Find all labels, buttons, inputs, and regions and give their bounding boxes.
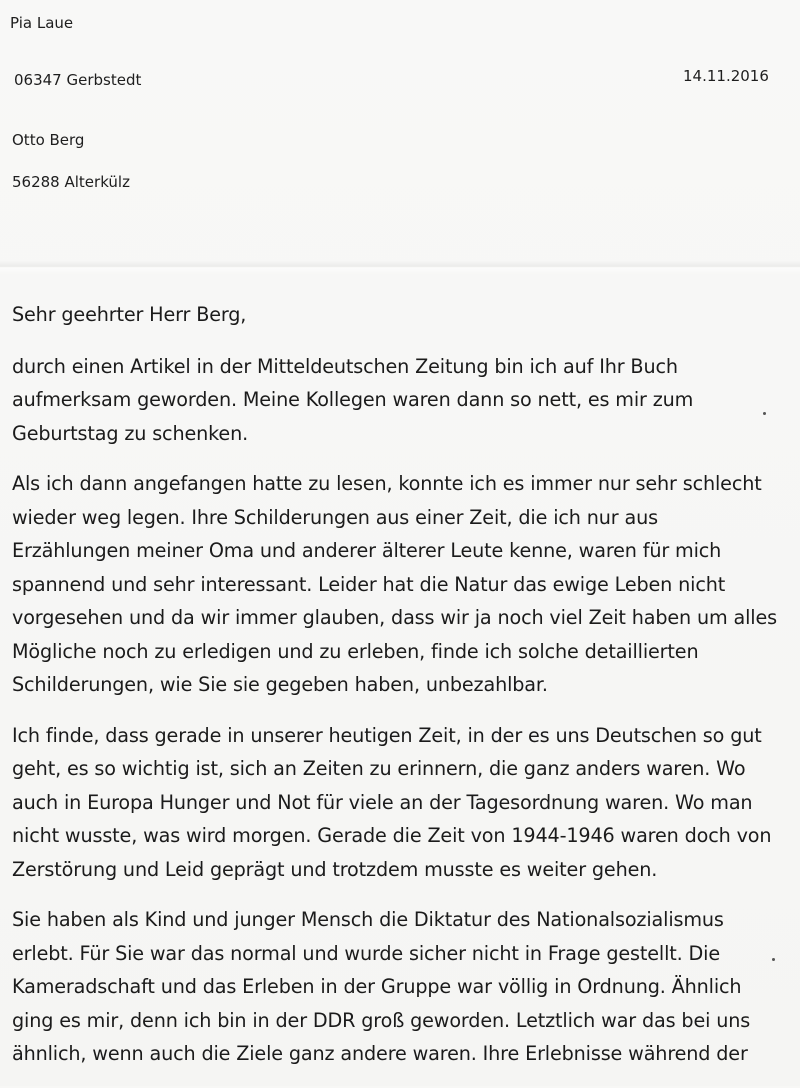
text-line: Kameradschaft und das Erleben in der Gruppe war völlig in Ordnung. Ähnlich xyxy=(12,975,742,998)
text-line: Zerstörung und Leid geprägt und trotzdem musste es weiter gehen. xyxy=(12,857,658,881)
salutation: Sehr geehrter Herr Berg, xyxy=(12,303,247,326)
recipient-city: 56288 Alterkülz xyxy=(12,173,130,191)
paragraph-3 xyxy=(12,719,798,887)
letter-body xyxy=(12,298,798,1088)
recipient-name: Otto Berg xyxy=(12,131,85,149)
text-line: Mögliche noch zu erledigen und zu erleben, finde ich solche detaillierten xyxy=(12,639,699,663)
sender-city: 06347 Gerbstedt xyxy=(14,71,142,89)
text-line: Als ich dann angefangen hatte zu lesen, konnte ich es immer nur sehr schlecht xyxy=(12,472,762,495)
text-line: ging es mir, denn ich bin in der DDR groß geworden. Letztlich war das bei uns xyxy=(12,1008,751,1032)
paper-speck xyxy=(772,958,775,961)
paragraph-1 xyxy=(12,350,798,451)
text-line: Ich finde, dass gerade in unserer heutigen Zeit, in der es uns Deutschen so gut xyxy=(12,723,762,747)
text-line: aufmerksam geworden. Meine Kollegen waren dann so nett, es mir zum xyxy=(12,388,694,411)
text-line: Sie haben als Kind und junger Mensch die Diktatur des Nationalsozialismus xyxy=(12,908,724,931)
paragraph-4 xyxy=(12,903,798,1071)
text-line: spannend und sehr interessant. Leider hat die Natur das ewige Leben nicht xyxy=(12,572,726,596)
paper-speck xyxy=(763,412,766,415)
text-line: auch in Europa Hunger und Not für viele an der Tagesordnung waren. Wo man xyxy=(12,790,753,814)
sender-name: Pia Laue xyxy=(10,14,74,32)
text-line: nicht wusste, was wird morgen. Gerade die Zeit von 1944-1946 waren doch von xyxy=(12,824,772,847)
text-line: geht, es so wichtig ist, sich an Zeiten zu erinnern, die ganz anders waren. Wo xyxy=(12,757,746,780)
text-line: vorgesehen und da wir immer glauben, dass wir ja noch viel Zeit haben um alles xyxy=(12,606,777,629)
paper-fold-line xyxy=(0,260,800,274)
text-line: erlebt. Für Sie war das normal und wurde sicher nicht in Frage gestellt. Die xyxy=(12,941,720,965)
paragraph-2 xyxy=(12,467,798,702)
text-line: Schilderungen, wie Sie sie gegeben haben, unbezahlbar. xyxy=(12,673,548,696)
text-line: Geburtstag zu schenken. xyxy=(12,421,249,445)
text-line: ähnlich, wenn auch die Ziele ganz andere waren. Ihre Erlebnisse während der xyxy=(12,1042,748,1065)
text-line: Erzählungen meiner Oma und anderer älterer Leute kenne, waren für mich xyxy=(12,539,722,562)
text-line: wieder weg legen. Ihre Schilderungen aus einer Zeit, die ich nur aus xyxy=(12,505,658,529)
letter-date: 14.11.2016 xyxy=(683,67,769,85)
text-line: durch einen Artikel in der Mitteldeutschen Zeitung bin ich auf Ihr Buch xyxy=(12,354,678,378)
